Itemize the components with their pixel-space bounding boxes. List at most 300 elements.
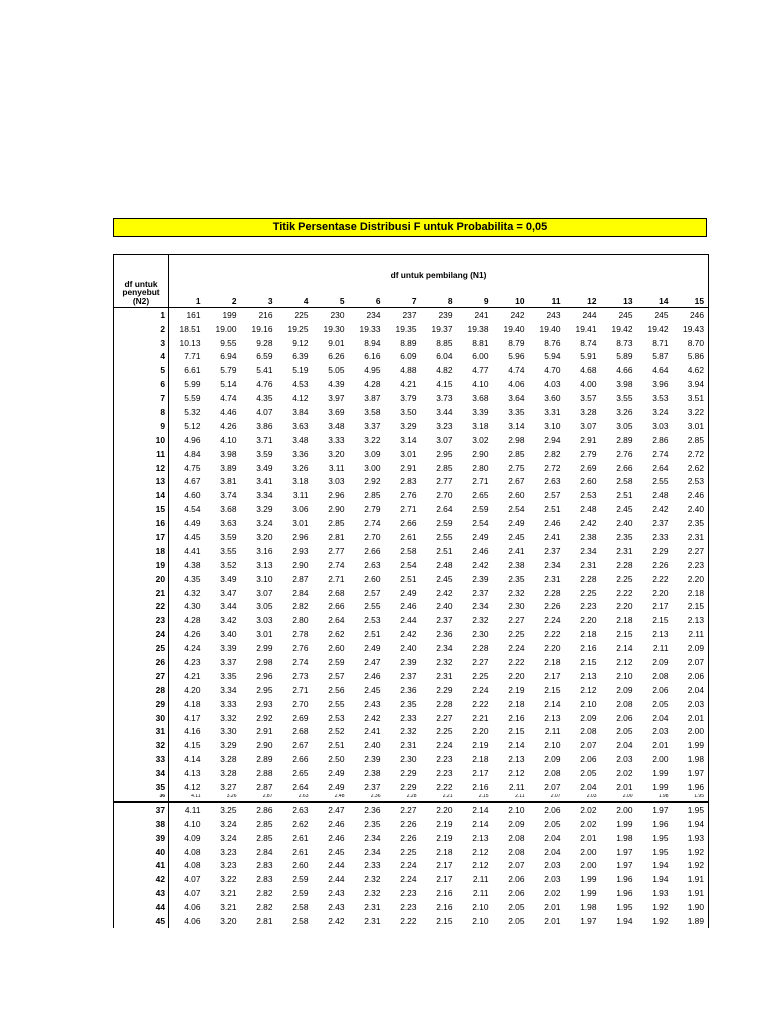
f-value-cell: 5.94 [544,351,561,362]
f-value-cell: 5.19 [292,365,309,376]
f-value-cell: 2.95 [256,684,273,695]
f-value-cell: 1.97 [616,846,633,857]
f-value-cell: 2.51 [364,629,381,640]
f-value-cell: 2.14 [508,740,525,751]
f-value-cell: 2.05 [616,726,633,737]
f-value-cell: 2.13 [673,614,709,628]
f-value-cell: 8.85 [436,337,453,348]
f-value-cell: 2.64 [328,615,345,626]
f-value-cell: 2.84 [292,587,309,598]
table-row [114,641,709,655]
f-value-cell: 3.22 [220,874,237,885]
f-value-cell: 2.28 [580,573,597,584]
f-value-cell: 2.24 [508,643,525,654]
f-value-cell: 2.66 [400,518,417,529]
table-row [114,350,709,364]
f-value-cell: 2.32 [400,726,417,737]
f-value-cell: 3.22 [364,434,381,445]
n2-header-line-2: penyebut [122,287,160,298]
f-value-cell: 2.51 [328,740,345,751]
f-value-cell: 2.02 [580,804,597,815]
f-value-cell: 2.11 [472,874,489,885]
f-value-cell: 1.99 [580,888,597,899]
f-value-cell: 2.35 [508,573,525,584]
f-value-cell: 3.73 [436,393,453,404]
f-value-cell: 2.05 [508,902,525,913]
f-value-cell: 2.53 [673,475,709,489]
f-value-cell: 2.79 [580,448,597,459]
f-value-cell: 1.98 [637,794,673,802]
n2-value-cell: 16 [114,516,169,530]
f-value-cell: 2.07 [508,860,525,871]
f-value-cell: 4.68 [580,365,597,376]
f-value-cell: 2.78 [292,629,309,640]
f-value-cell: 2.12 [580,684,597,695]
f-value-cell: 3.40 [220,629,237,640]
f-value-cell: 2.45 [616,504,633,515]
f-value-cell: 3.94 [673,377,709,391]
n2-value-cell: 37 [114,802,169,817]
n2-header [114,255,169,308]
f-value-cell: 2.24 [544,615,561,626]
n2-value-cell: 25 [114,641,169,655]
n2-value-cell: 44 [114,900,169,914]
f-value-cell: 2.45 [328,846,345,857]
f-value-cell: 2.32 [508,587,525,598]
f-value-cell: 2.08 [616,698,633,709]
n1-value-header: 11 [529,295,565,308]
f-value-cell: 3.29 [256,504,273,515]
f-value-cell: 2.58 [292,902,309,913]
f-value-cell: 3.10 [544,420,561,431]
n2-header-line-3: (N2) [132,296,150,307]
f-value-cell: 2.68 [292,726,309,737]
f-value-cell: 2.83 [256,860,273,871]
f-value-cell: 4.38 [184,559,201,570]
f-value-cell: 3.29 [400,420,417,431]
f-value-cell: 3.01 [256,629,273,640]
n2-value-cell: 6 [114,377,169,391]
f-value-cell: 2.05 [652,698,669,709]
f-value-cell: 1.96 [673,780,709,794]
f-value-cell: 2.25 [580,587,597,598]
f-value-cell: 19.33 [359,323,381,334]
f-value-cell: 2.60 [508,490,525,501]
f-value-cell: 3.13 [256,559,273,570]
f-value-cell: 2.51 [400,573,417,584]
f-value-cell: 2.23 [400,902,417,913]
f-value-cell: 4.32 [184,587,201,598]
f-value-cell: 2.22 [436,782,453,793]
f-value-cell: 3.26 [205,794,241,802]
f-value-cell: 2.77 [436,476,453,487]
f-value-cell: 2.13 [580,670,597,681]
f-value-cell: 2.89 [616,434,633,445]
f-value-cell: 2.50 [328,754,345,765]
f-value-cell: 2.22 [652,573,669,584]
f-value-cell: 2.04 [544,832,561,843]
f-value-cell: 1.99 [580,874,597,885]
f-value-cell: 2.25 [472,670,489,681]
f-value-cell: 1.95 [673,802,709,817]
f-value-cell: 8.76 [544,337,561,348]
f-value-cell: 2.09 [544,754,561,765]
f-value-cell: 2.02 [580,818,597,829]
f-value-cell: 2.59 [436,518,453,529]
f-value-cell: 2.34 [472,601,489,612]
f-value-cell: 2.53 [328,712,345,723]
f-value-cell: 2.72 [673,447,709,461]
n1-value-header: 2 [205,295,241,308]
f-value-cell: 4.77 [472,365,489,376]
f-value-cell: 2.90 [256,740,273,751]
f-value-cell: 2.90 [472,448,489,459]
f-value-cell: 2.76 [400,490,417,501]
f-value-cell: 3.59 [256,448,273,459]
f-value-cell: 2.14 [544,698,561,709]
f-value-cell: 2.55 [364,601,381,612]
f-value-cell: 2.10 [616,670,633,681]
n2-value-cell: 22 [114,600,169,614]
f-value-cell: 5.14 [220,379,237,390]
f-value-cell: 3.36 [292,448,309,459]
table-row [114,683,709,697]
f-value-cell: 5.96 [508,351,525,362]
f-value-cell: 2.11 [544,726,561,737]
f-value-cell: 1.99 [652,782,669,793]
table-row [114,600,709,614]
f-value-cell: 2.54 [400,559,417,570]
f-value-cell: 3.44 [220,601,237,612]
f-value-cell: 2.22 [472,698,489,709]
f-value-cell: 4.46 [220,406,237,417]
f-value-cell: 2.99 [256,643,273,654]
table-header-top [114,255,709,296]
f-value-cell: 3.39 [472,406,489,417]
f-value-cell: 2.04 [673,683,709,697]
table-row [114,859,709,873]
f-value-cell: 3.49 [256,462,273,473]
f-value-cell: 2.27 [472,657,489,667]
f-value-cell: 2.26 [400,832,417,843]
table-row [114,655,709,669]
f-value-cell: 9.12 [292,337,309,348]
f-value-cell: 4.07 [184,874,201,885]
f-value-cell: 2.27 [400,804,417,815]
f-value-cell: 4.18 [184,698,201,709]
f-value-cell: 3.63 [220,518,237,529]
f-value-cell: 1.97 [580,916,597,927]
table-row [114,780,709,794]
f-value-cell: 3.07 [256,587,273,598]
n2-value-cell: 27 [114,669,169,683]
f-value-cell: 2.83 [256,874,273,885]
f-value-cell: 2.62 [292,818,309,829]
f-value-cell: 2.85 [436,462,453,473]
f-value-cell: 1.94 [673,817,709,831]
f-value-cell: 2.08 [652,670,669,681]
f-value-cell: 2.10 [580,698,597,709]
f-value-cell: 4.03 [544,379,561,390]
table-row [114,627,709,641]
f-value-cell: 2.00 [601,794,637,802]
f-value-cell: 2.18 [616,615,633,626]
f-value-cell: 2.40 [364,740,381,751]
f-value-cell: 4.10 [472,379,489,390]
f-value-cell: 2.49 [328,782,345,793]
f-value-cell: 2.37 [544,545,561,556]
f-value-cell: 2.51 [436,545,453,556]
f-value-cell: 2.91 [580,434,597,445]
f-value-cell: 2.52 [328,726,345,737]
f-value-cell: 2.66 [364,545,381,556]
f-value-cell: 4.60 [184,490,201,501]
f-value-cell: 2.87 [241,794,277,802]
f-value-cell: 2.15 [544,684,561,695]
f-value-cell: 2.57 [364,587,381,598]
table-row [114,433,709,447]
f-value-cell: 2.94 [544,434,561,445]
n2-value-cell: 34 [114,766,169,780]
f-value-cell: 2.32 [364,874,381,885]
f-value-cell: 4.10 [220,434,237,445]
f-value-cell: 1.91 [673,873,709,887]
f-value-cell: 2.26 [652,559,669,570]
f-value-cell: 2.25 [508,629,525,640]
f-value-cell: 6.16 [364,351,381,362]
f-value-cell: 2.90 [292,559,309,570]
f-value-cell: 2.51 [544,504,561,515]
table-row [114,461,709,475]
f-value-cell: 2.43 [328,902,345,913]
n2-value-cell: 3 [114,336,169,350]
f-value-cell: 3.33 [220,698,237,709]
f-value-cell: 2.16 [436,902,453,913]
f-value-cell: 2.08 [580,726,597,737]
f-value-cell: 2.31 [400,740,417,751]
f-value-cell: 2.13 [472,832,489,843]
f-value-cell: 2.82 [256,888,273,899]
f-value-cell: 2.85 [508,448,525,459]
f-value-cell: 3.34 [220,684,237,695]
f-value-cell: 2.11 [652,643,669,654]
n2-value-cell: 15 [114,502,169,516]
f-value-cell: 3.18 [292,476,309,487]
table-row [114,739,709,753]
f-value-cell: 2.45 [364,684,381,695]
f-value-cell: 4.15 [436,379,453,390]
n2-value-cell: 14 [114,489,169,503]
f-value-cell: 2.59 [328,657,345,667]
f-value-cell: 3.33 [328,434,345,445]
table-row [114,502,709,516]
f-value-cell: 2.15 [580,657,597,667]
table-row [114,669,709,683]
f-value-cell: 2.92 [256,712,273,723]
f-value-cell: 3.53 [652,393,669,404]
f-value-cell: 1.92 [652,916,669,927]
n2-value-cell: 18 [114,544,169,558]
f-value-cell: 2.37 [400,670,417,681]
f-value-cell: 2.56 [328,684,345,695]
f-value-cell: 2.34 [364,846,381,857]
f-value-cell: 3.64 [508,393,525,404]
n2-value-cell: 43 [114,887,169,901]
f-value-cell: 2.87 [256,782,273,793]
f-value-cell: 2.20 [616,601,633,612]
f-value-cell: 1.99 [652,768,669,779]
f-value-cell: 3.89 [220,462,237,473]
f-value-cell: 3.71 [256,434,273,445]
f-value-cell: 2.91 [400,462,417,473]
n2-value-cell: 45 [114,914,169,928]
f-value-cell: 2.00 [652,754,669,765]
f-value-cell: 2.20 [652,587,669,598]
table-row [114,794,709,802]
f-value-cell: 2.18 [544,657,561,667]
f-value-cell: 2.83 [400,476,417,487]
f-value-cell: 2.85 [364,490,381,501]
f-value-cell: 4.09 [184,832,201,843]
f-value-cell: 6.94 [220,351,237,362]
f-value-cell: 2.31 [616,545,633,556]
f-value-cell: 2.86 [652,434,669,445]
f-value-cell: 5.99 [184,379,201,390]
f-value-cell: 2.42 [328,916,345,927]
f-value-cell: 3.68 [220,504,237,515]
f-value-cell: 4.10 [184,818,201,829]
f-value-cell: 2.22 [544,629,561,640]
f-value-cell: 2.05 [508,916,525,927]
f-value-cell: 3.14 [508,420,525,431]
f-value-cell: 3.30 [220,726,237,737]
f-value-cell: 2.06 [508,874,525,885]
f-value-cell: 2.40 [436,601,453,612]
table-row [114,766,709,780]
n1-value-header: 6 [349,295,385,308]
f-value-cell: 2.31 [364,916,381,927]
f-value-cell: 2.15 [616,629,633,640]
f-value-cell: 2.49 [508,518,525,529]
f-value-cell: 4.53 [292,379,309,390]
f-value-cell: 2.12 [472,846,489,857]
n2-value-cell: 38 [114,817,169,831]
f-value-cell: 2.22 [616,587,633,598]
f-value-cell: 2.30 [508,601,525,612]
f-value-cell: 4.15 [184,740,201,751]
n2-value-cell: 20 [114,572,169,586]
n1-value-header: 3 [241,295,277,308]
f-value-cell: 3.37 [220,657,237,667]
f-value-cell: 2.74 [364,518,381,529]
f-value-cell: 2.18 [436,846,453,857]
f-value-cell: 3.14 [400,434,417,445]
n2-value-cell: 7 [114,391,169,405]
f-value-cell: 2.42 [472,559,489,570]
f-value-cell: 1.94 [652,860,669,871]
f-value-cell: 2.12 [616,657,633,667]
f-value-cell: 8.73 [616,337,633,348]
n2-value-cell: 36 [114,794,169,802]
f-value-cell: 2.79 [364,504,381,515]
f-value-cell: 2.37 [436,615,453,626]
f-value-cell: 3.22 [673,405,709,419]
n2-value-cell: 42 [114,873,169,887]
f-value-cell: 2.49 [400,587,417,598]
f-value-cell: 2.22 [400,916,417,927]
f-value-cell: 244 [582,309,597,320]
f-value-cell: 2.05 [580,768,597,779]
f-value-cell: 2.77 [328,545,345,556]
f-value-cell: 2.17 [436,874,453,885]
f-value-cell: 2.60 [292,860,309,871]
f-value-cell: 4.64 [652,365,669,376]
f-value-cell: 2.28 [436,698,453,709]
f-value-cell: 2.20 [508,670,525,681]
f-value-cell: 2.20 [673,572,709,586]
f-value-cell: 2.13 [508,754,525,765]
f-value-cell: 2.39 [400,657,417,667]
f-value-cell: 2.60 [364,573,381,584]
f-value-cell: 2.90 [328,504,345,515]
f-value-cell: 2.34 [544,559,561,570]
n1-value-header: 1 [169,295,205,308]
table-row [114,475,709,489]
f-value-cell: 4.39 [328,379,345,390]
f-value-cell: 2.46 [472,545,489,556]
f-value-cell: 2.30 [472,629,489,640]
f-value-cell: 4.16 [184,726,201,737]
f-value-cell: 2.04 [580,782,597,793]
f-value-cell: 3.23 [220,846,237,857]
f-value-cell: 4.13 [184,768,201,779]
n2-value-cell: 12 [114,461,169,475]
f-value-cell: 1.92 [652,902,669,913]
f-value-cell: 3.47 [220,587,237,598]
f-value-cell: 2.42 [400,629,417,640]
table-row [114,336,709,350]
f-value-cell: 2.17 [436,860,453,871]
f-value-cell: 3.23 [436,420,453,431]
f-value-cell: 2.35 [616,531,633,542]
f-value-cell: 2.23 [673,558,709,572]
f-value-cell: 2.18 [673,586,709,600]
f-value-cell: 2.25 [400,846,417,857]
f-value-cell: 3.28 [220,768,237,779]
f-value-cell: 19.38 [467,323,489,334]
f-value-cell: 19.42 [647,323,669,334]
f-value-cell: 4.75 [184,462,201,473]
f-value-cell: 1.97 [673,766,709,780]
f-value-cell: 2.67 [292,740,309,751]
n1-value-header: 8 [421,295,457,308]
f-value-cell: 2.58 [616,476,633,487]
f-value-cell: 3.26 [292,462,309,473]
f-value-cell: 2.42 [364,712,381,723]
n2-value-cell: 29 [114,697,169,711]
f-value-cell: 2.20 [580,615,597,626]
f-value-cell: 2.34 [364,832,381,843]
f-value-cell: 8.79 [508,337,525,348]
f-value-cell: 2.85 [256,832,273,843]
f-value-cell: 2.04 [544,846,561,857]
f-value-cell: 4.26 [184,629,201,640]
table-row [114,586,709,600]
n2-value-cell: 41 [114,859,169,873]
f-value-cell: 3.39 [220,643,237,654]
f-value-cell: 2.65 [292,768,309,779]
n2-header-line-1: df untuk [124,278,158,289]
